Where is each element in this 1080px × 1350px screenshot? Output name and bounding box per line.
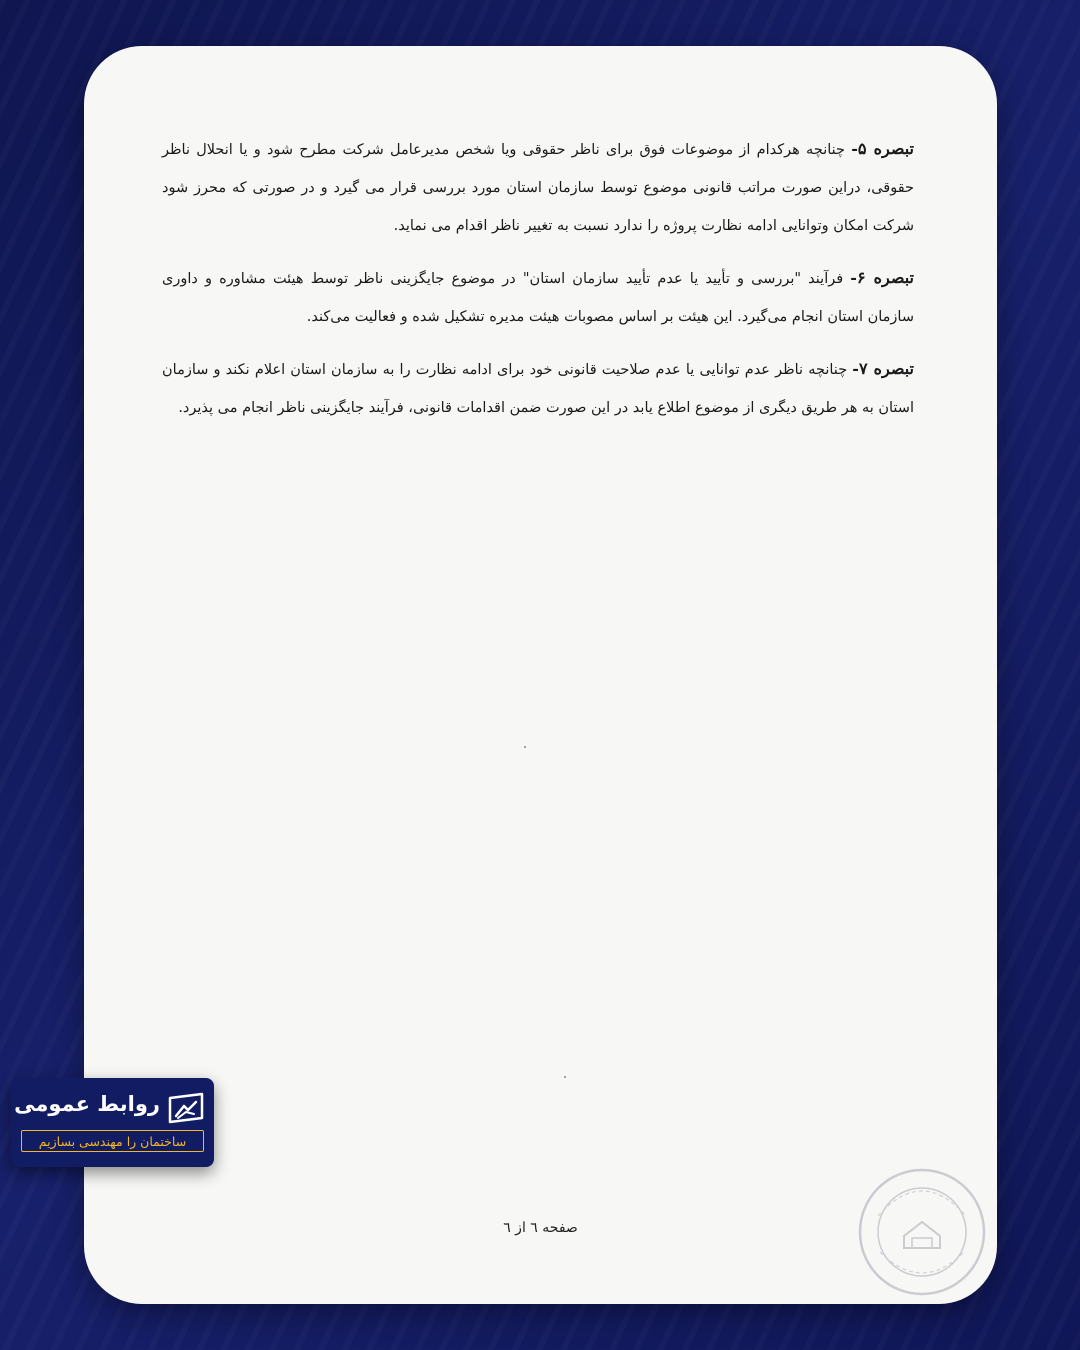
speck — [524, 746, 526, 748]
logo-title: روابط عمومی — [14, 1092, 160, 1116]
note-text: چنانچه ناظر عدم توانایی یا عدم صلاحیت قانونی خود برای ادامه نظارت را به سازمان استان اعلام نکند و سازمان استان به هر طریق دیگری از موضوع اطلاع یابد در این صورت ضمن اقدامات قانونی، فرآیند جایگزینی ناظر انجام می پذیرد. — [162, 362, 914, 416]
speck — [564, 1076, 566, 1078]
note-7 — [162, 350, 914, 427]
note-title: تبصره ۷- — [852, 359, 914, 378]
page-number: صفحه ٦ از ٦ — [503, 1220, 578, 1236]
note-title: تبصره ۵- — [851, 139, 914, 158]
public-relations-logo — [11, 1078, 214, 1167]
note-text: فرآیند "بررسی و تأیید یا عدم تأیید سازمان استان" در موضوع جایگزینی ناظر توسط هیئت مشاوره و داوری سازمان استان انجام می‌گیرد. این هیئت بر اساس مصوبات هیئت مدیره تشکیل شده و فعالیت می‌کند. — [162, 271, 914, 325]
note-text: چنانچه هرکدام از موضوعات فوق برای ناظر حقوقی ویا شخص مدیرعامل شرکت مطرح شود و یا انحلال ناظر حقوقی، دراین صورت مراتب قانونی موضوع توسط سازمان استان مورد بررسی قرار می گیرد و در صورتی که محرز شود شرکت امکان وتوانایی ادامه نظارت پروژه را ندارد نسبت به تغییر ناظر اقدام می نماید. — [162, 142, 914, 234]
document-page — [84, 46, 997, 1304]
logo-tagline: ساختمان را مهندسی بسازیم — [21, 1130, 204, 1152]
building-hand-icon — [166, 1092, 206, 1126]
seal-stamp-icon — [856, 1166, 988, 1298]
document-body — [162, 130, 914, 441]
note-5 — [162, 130, 914, 245]
note-6 — [162, 259, 914, 336]
note-title: تبصره ۶- — [850, 268, 914, 287]
